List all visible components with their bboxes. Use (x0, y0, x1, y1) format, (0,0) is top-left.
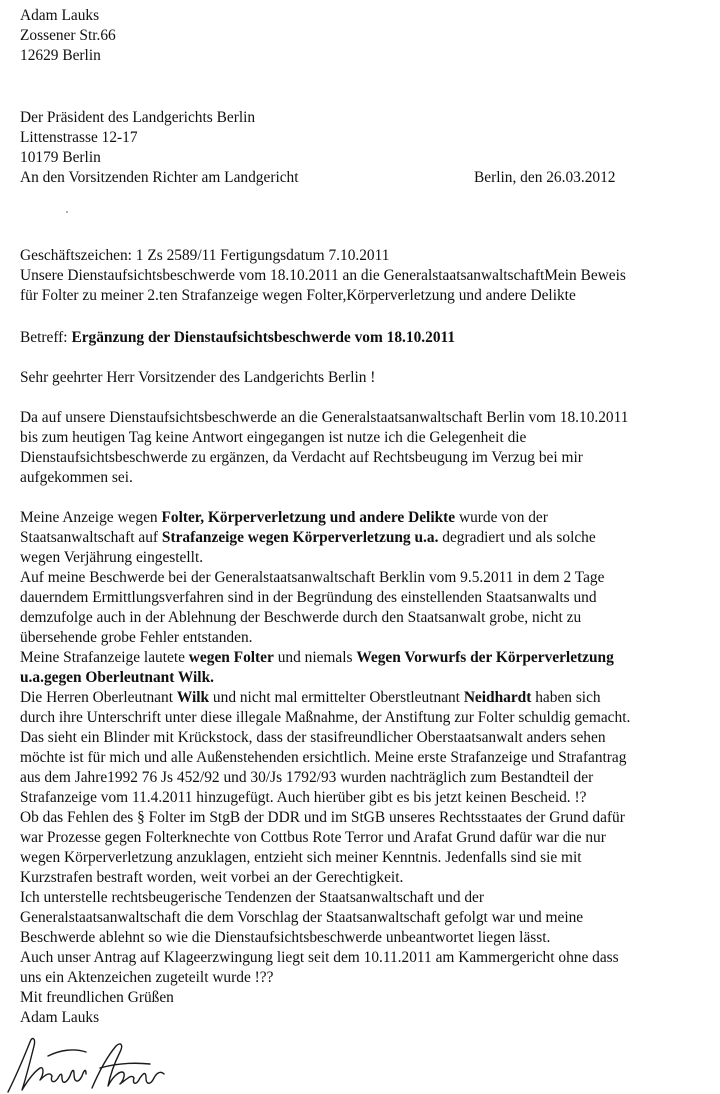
reference-block (20, 246, 710, 306)
salutation-text: Sehr geehrter Herr Vorsitzender des Landgerichts Berlin ! (20, 369, 376, 386)
reference-line-1: Geschäftszeichen: 1 Zs 2589/11 Fertigungsdatum 7.10.2011 (20, 247, 390, 264)
body-line: möchte ist für mich und alle Außenstehenden ersichtlich. Meine erste Strafanzeige und Strafantrag (20, 749, 627, 766)
recipient-line-3: 10179 Berlin (20, 149, 101, 166)
paragraph-1 (20, 408, 710, 488)
subject-label: Betreff: (20, 329, 72, 346)
body-line: Beschwerde ablehnt so wie die Dienstaufsichtsbeschwerde unbeantwortet liegen lässt. (20, 929, 551, 946)
sender-address (20, 6, 710, 66)
body-line: Auch unser Antrag auf Klageerzwingung liegt seit dem 10.11.2011 am Kammergericht ohne dass (20, 949, 619, 966)
body-line: dauerndem Ermittlungsverfahren sind in der Begründung des einstellenden Staatsanwalts und (20, 589, 597, 606)
body-line: Strafanzeige vom 11.4.2011 hinzugefügt. Auch hierüber gibt es bis jetzt keinen Bescheid. !? (20, 789, 587, 806)
closing: Mit freundlichen Grüßen (20, 989, 174, 1006)
subject-line (20, 328, 710, 348)
reference-line-3: für Folter zu meiner 2.ten Strafanzeige wegen Folter,Körperverletzung und andere Delikte (20, 287, 576, 304)
recipient-line-4: An den Vorsitzenden Richter am Landgericht (20, 169, 299, 186)
sender-city: 12629 Berlin (20, 47, 101, 64)
signature-name: Adam Lauks (20, 1009, 100, 1026)
paragraph-line: Da auf unsere Dienstaufsichtsbeschwerde an die Generalstaatsanwaltschaft Berlin vom 18.10.2011 (20, 409, 629, 426)
paragraph-line: bis zum heutigen Tag keine Antwort eingegangen ist nutze ich die Gelegenheit die (20, 429, 527, 446)
body-line: Die Herren Oberleutnant Wilk und nicht mal ermittelter Oberstleutnant Neidhardt haben sich (20, 689, 601, 706)
body-line: Auf meine Beschwerde bei der Generalstaatsanwaltschaft Berklin vom 9.5.2011 in dem 2 Tage (20, 569, 605, 586)
body-line: wegen Verjährung eingestellt. (20, 549, 204, 566)
body-line: Generalstaatsanwaltschaft die dem Vorschlag der Staatsanwaltschaft gefolgt war und meine (20, 909, 584, 926)
paragraph-line: Dienstaufsichtsbeschwerde zu ergänzen, da Verdacht auf Rechtsbeugung im Verzug bei mir (20, 449, 583, 466)
scan-speck (66, 211, 68, 213)
body-line: Kurzstrafen bestraft worden, weit vorbei an der Gerechtigkeit. (20, 869, 404, 886)
letter-body (20, 508, 710, 1028)
sender-street: Zossener Str.66 (20, 27, 116, 44)
body-line: Meine Strafanzeige lautete wegen Folter und niemals Wegen Vorwurfs der Körperverletzung (20, 649, 614, 666)
subject-text: Ergänzung der Dienstaufsichtsbeschwerde vom 18.10.2011 (71, 329, 456, 346)
paragraph-line: aufgekommen sei. (20, 469, 133, 486)
body-line: wegen Körperverletzung anzuklagen, entzieht sich meiner Kenntnis. Jedenfalls sind sie mit (20, 849, 582, 866)
body-line: uns ein Aktenzeichen zugeteilt wurde !?? (20, 969, 274, 986)
body-line: Ich unterstelle rechtsbeugerische Tendenzen der Staatsanwaltschaft und der (20, 889, 485, 906)
body-line: durch ihre Unterschrift unter diese illegale Maßnahme, der Anstiftung zur Folter schuldig gemacht. (20, 709, 631, 726)
recipient-line-1: Der Präsident des Landgerichts Berlin (20, 109, 256, 126)
body-line: war Prozesse gegen Folterknechte von Cottbus Rote Terror und Arafat Grund dafür war die nur (20, 829, 606, 846)
salutation (20, 368, 710, 388)
sender-name: Adam Lauks (20, 7, 100, 24)
body-line: aus dem Jahre1992 76 Js 452/92 und 30/Js 1792/93 wurden nachträglich zum Bestandteil der (20, 769, 594, 786)
body-line: Das sieht ein Blinder mit Krückstock, dass der stasifreundlicher Oberstaatsanwalt anders sehen (20, 729, 606, 746)
body-line: demzufolge auch in der Ablehnung der Beschwerde durch den Staatsanwalt grobe, nicht zu (20, 609, 582, 626)
body-line: übersehende grobe Fehler entstanden. (20, 629, 253, 646)
body-line: Staatsanwaltschaft auf Strafanzeige wegen Körperverletzung u.a. degradiert und als solche (20, 529, 596, 546)
reference-line-2: Unsere Dienstaufsichtsbeschwerde vom 18.10.2011 an die GeneralstaatsanwaltschaftMein Beweis (20, 267, 626, 284)
letter-date: Berlin, den 26.03.2012 (474, 169, 616, 186)
body-line: Meine Anzeige wegen Folter, Körperverletzung und andere Delikte wurde von der (20, 509, 548, 526)
handwritten-signature (0, 1028, 175, 1094)
body-line: u.a.gegen Oberleutnant Wilk. (20, 669, 214, 686)
body-line: Ob das Fehlen des § Folter im StgB der DDR und im StGB unseres Rechtsstaates der Grund dafür (20, 809, 625, 826)
recipient-line-2: Littenstrasse 12-17 (20, 129, 138, 146)
